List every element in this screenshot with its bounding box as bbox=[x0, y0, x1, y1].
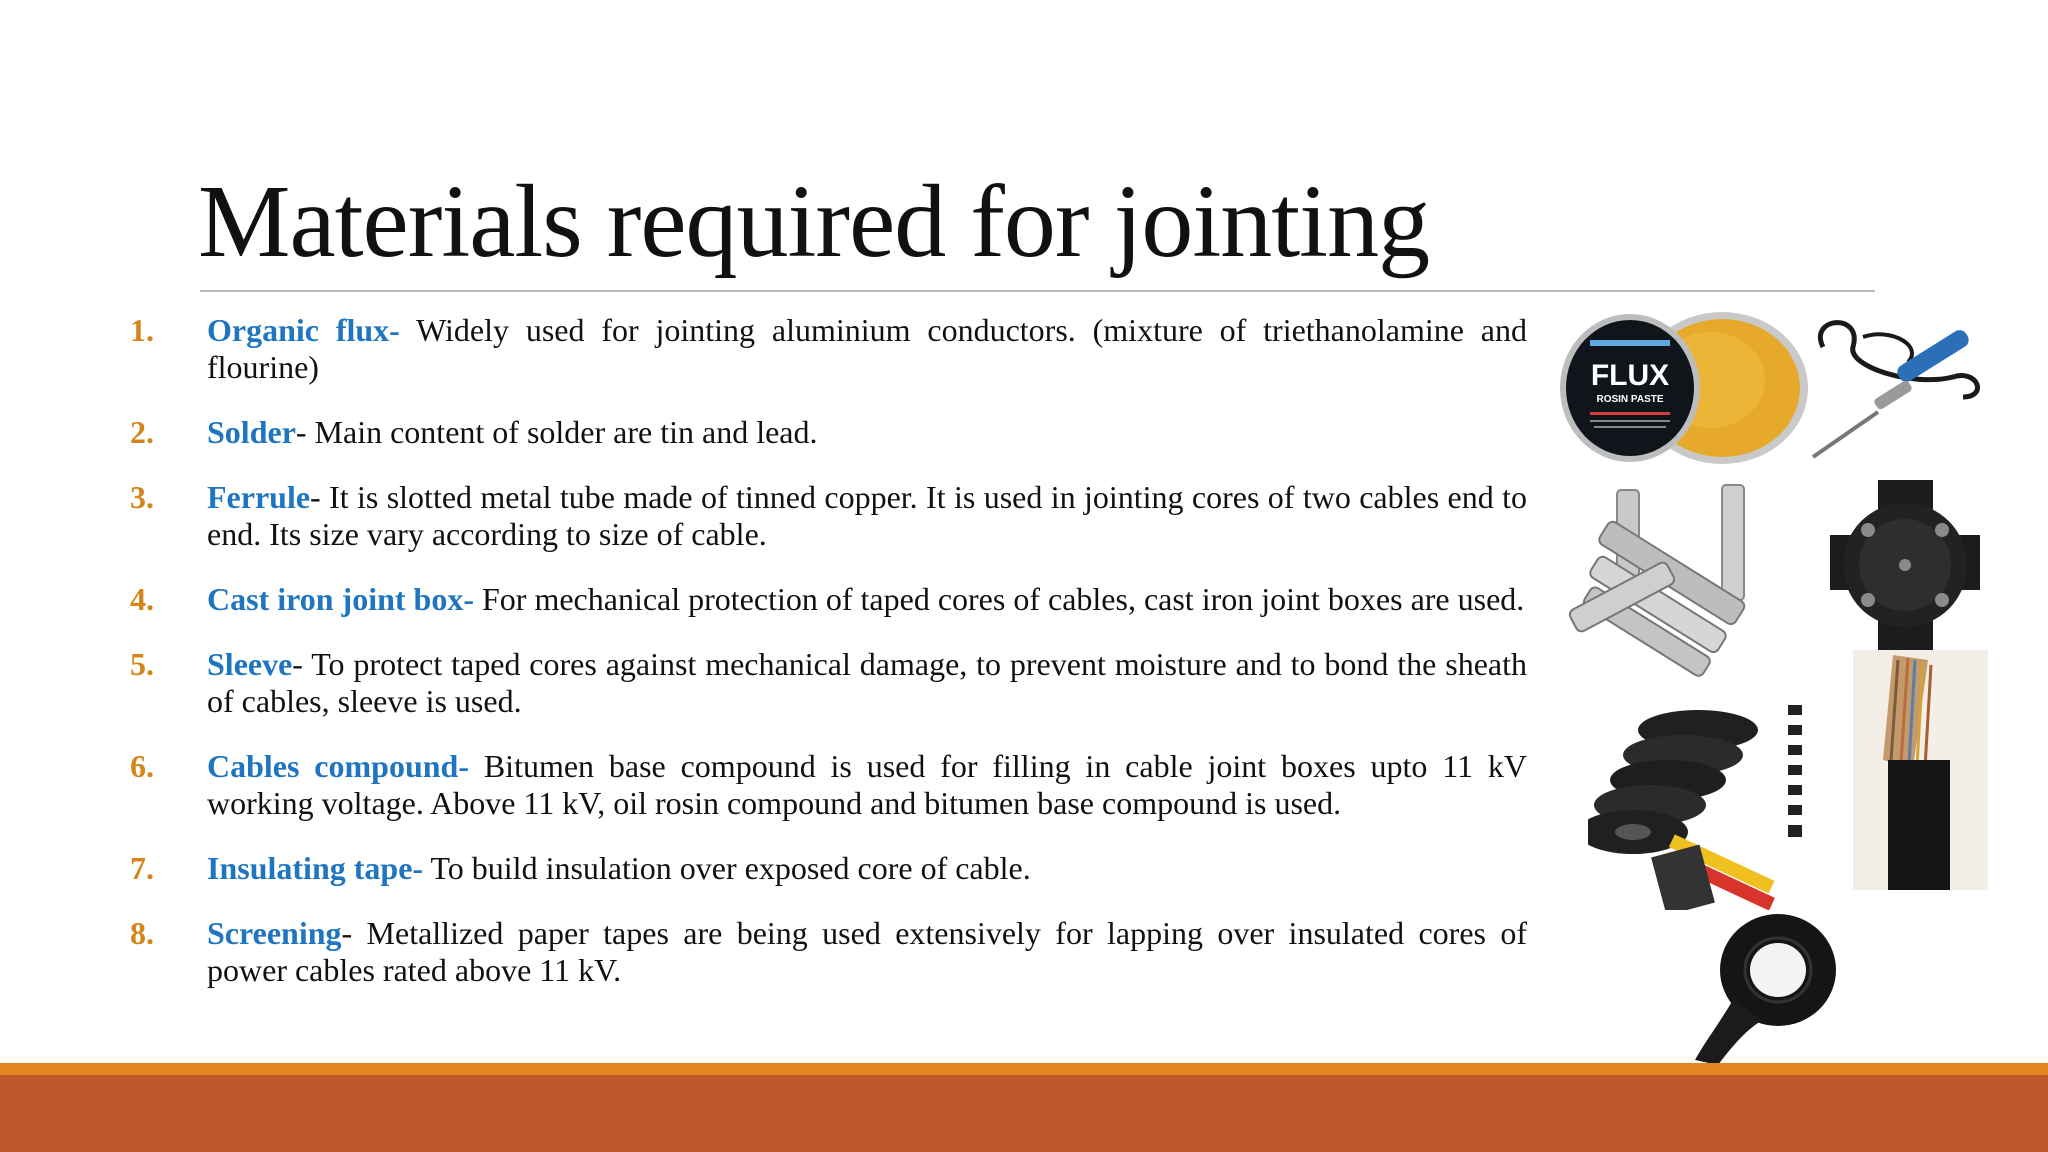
list-item bbox=[130, 646, 1527, 720]
item-term: Sleeve bbox=[207, 646, 293, 682]
item-number: 2. bbox=[130, 414, 154, 450]
item-term: Cast iron joint box- bbox=[207, 581, 474, 617]
item-number: 4. bbox=[130, 581, 154, 617]
item-description: - It is slotted metal tube made of tinned copper. It is used in jointing cores of two cables end to end. Its size vary according to size of cable. bbox=[207, 479, 1527, 552]
footer-bar bbox=[0, 1075, 2048, 1152]
item-number: 5. bbox=[130, 646, 154, 682]
item-number: 3. bbox=[130, 479, 154, 515]
item-description: - To protect taped cores against mechanical damage, to prevent moisture and to bond the sheath of cables, sleeve is used. bbox=[207, 646, 1527, 719]
item-text bbox=[207, 748, 1527, 822]
item-text bbox=[207, 581, 1527, 618]
item-term: Ferrule bbox=[207, 479, 311, 515]
flux-label: FLUX bbox=[1590, 359, 1670, 392]
list-item bbox=[130, 312, 1527, 386]
ferrule-image bbox=[1562, 480, 1772, 690]
list-item bbox=[130, 479, 1527, 553]
item-text bbox=[207, 414, 1527, 451]
slide-title: Materials required for jointing bbox=[198, 164, 1430, 279]
list-item bbox=[130, 850, 1527, 887]
item-description: Bitumen base compound is used for filling in cable joint boxes upto 11 kV working voltage. Above 11 kV, oil rosin compound and bitumen base compound is used. bbox=[207, 748, 1528, 821]
cable-cores-image bbox=[1853, 650, 1988, 890]
item-description: For mechanical protection of taped cores of cables, cast iron joint boxes are used. bbox=[473, 581, 1525, 617]
title-divider bbox=[200, 290, 1875, 292]
item-number: 8. bbox=[130, 915, 154, 951]
item-term: Screening bbox=[207, 915, 342, 951]
item-text bbox=[207, 312, 1527, 386]
sleeve-image bbox=[1588, 700, 1808, 910]
list-item bbox=[130, 581, 1527, 618]
item-number: 6. bbox=[130, 748, 154, 784]
list-item bbox=[130, 414, 1527, 451]
item-number: 1. bbox=[130, 312, 154, 348]
flux-tin-image bbox=[1560, 310, 1810, 470]
list-item bbox=[130, 915, 1527, 989]
item-description: To build insulation over exposed core of cable. bbox=[423, 850, 1031, 886]
footer-accent-bar bbox=[0, 1063, 2048, 1075]
item-term: Cables compound- bbox=[207, 748, 469, 784]
item-description: - Main content of solder are tin and lead. bbox=[295, 414, 818, 450]
item-description: - Metallized paper tapes are being used extensively for lapping over insulated cores of power cables rated above 11 kV. bbox=[207, 915, 1527, 988]
item-term: Organic flux- bbox=[207, 312, 400, 348]
item-text bbox=[207, 850, 1527, 887]
list-item bbox=[130, 748, 1527, 822]
joint-box-image bbox=[1830, 480, 1980, 650]
soldering-iron-image bbox=[1803, 307, 1993, 467]
materials-list bbox=[130, 312, 1527, 1017]
item-term: Insulating tape- bbox=[207, 850, 424, 886]
item-description: Widely used for jointing aluminium conductors. (mixture of triethanolamine and flourine) bbox=[207, 312, 1528, 385]
item-text bbox=[207, 479, 1527, 553]
item-text bbox=[207, 915, 1527, 989]
item-text bbox=[207, 646, 1527, 720]
item-term: Solder bbox=[207, 414, 296, 450]
rosin-paste-label: ROSIN PASTE bbox=[1596, 394, 1664, 405]
item-number: 7. bbox=[130, 850, 154, 886]
material-photos bbox=[1548, 305, 1998, 1065]
insulating-tape-image bbox=[1693, 910, 1843, 1065]
